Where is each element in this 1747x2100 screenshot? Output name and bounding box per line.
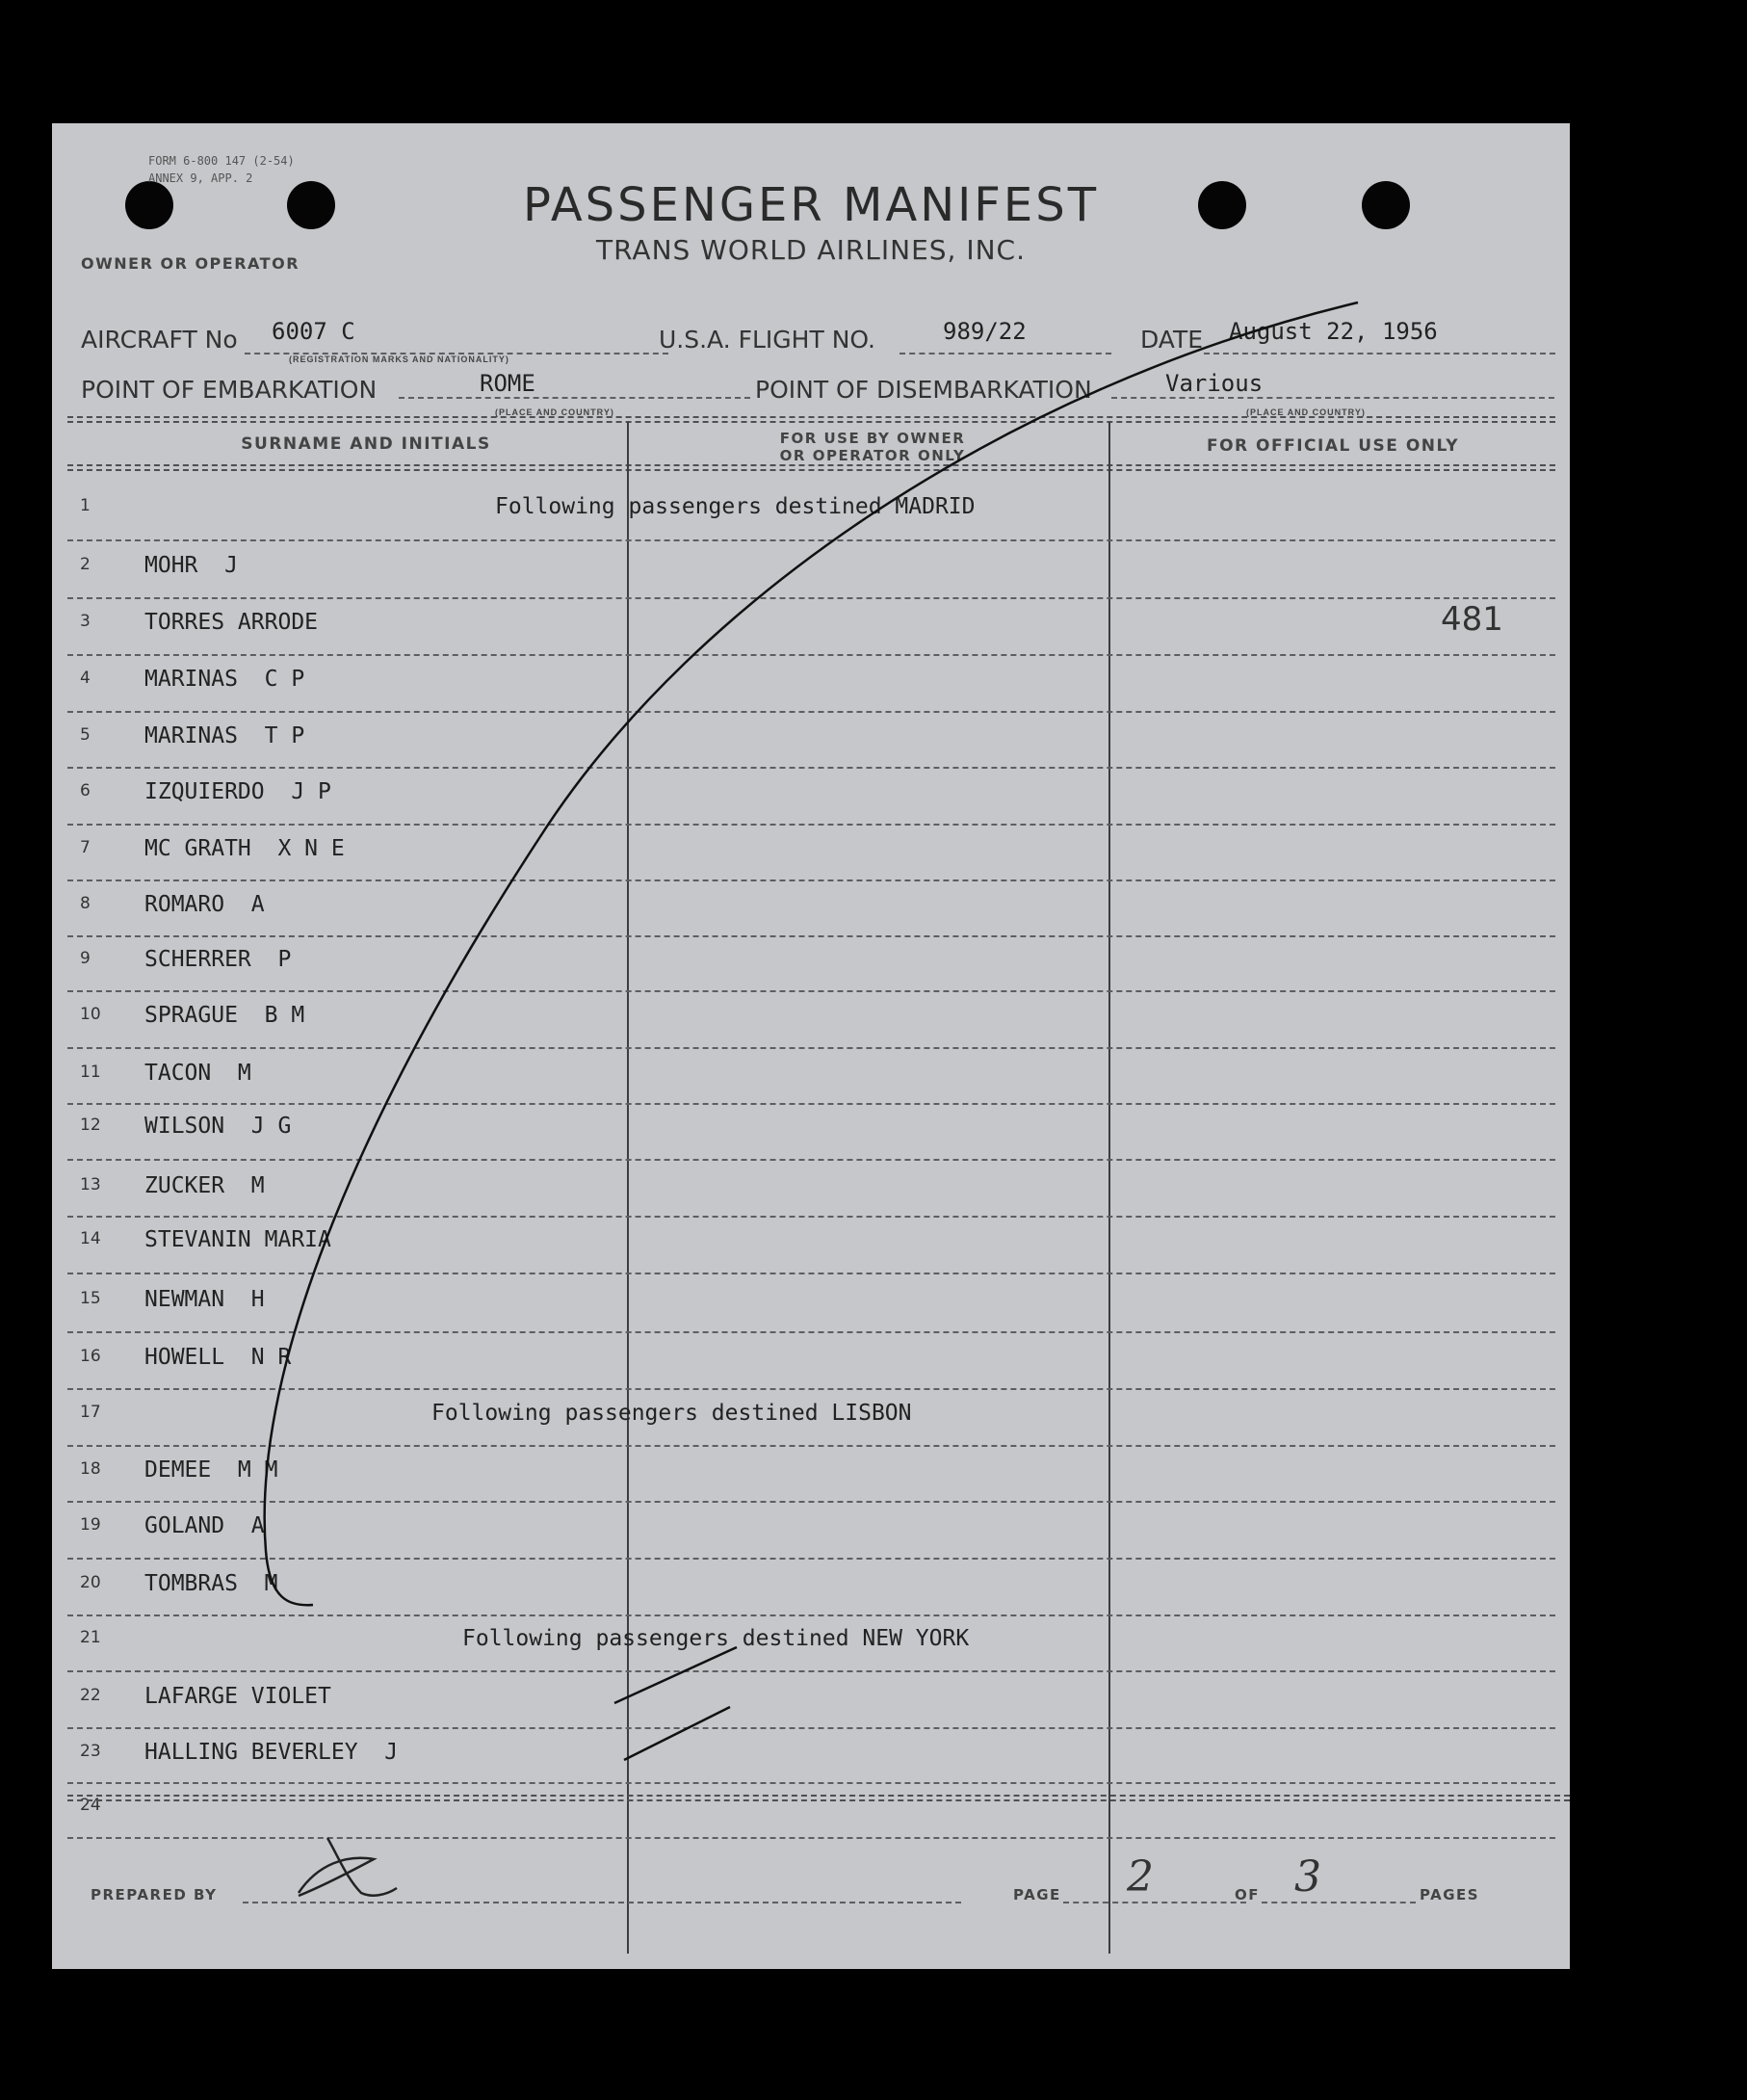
- row-number: 10: [80, 1005, 101, 1024]
- row-number: 23: [80, 1742, 101, 1761]
- row-rule: [67, 1388, 1555, 1390]
- row-rule: [67, 990, 1555, 992]
- passenger-name: STEVANIN MARIA: [144, 1227, 331, 1252]
- row-number: 18: [80, 1459, 101, 1479]
- row-rule: [67, 539, 1555, 541]
- date-value: August 22, 1956: [1229, 318, 1438, 345]
- passenger-name: ZUCKER M: [144, 1173, 265, 1198]
- destination-heading: Following passengers destined NEW YORK: [462, 1626, 970, 1651]
- pages-line: [1262, 1902, 1416, 1903]
- flight-value: 989/22: [943, 318, 1027, 345]
- row-number: 20: [80, 1573, 101, 1592]
- row-rule: [67, 879, 1555, 881]
- embarkation-note: (PLACE AND COUNTRY): [495, 407, 614, 417]
- passenger-name: HALLING BEVERLEY J: [144, 1740, 399, 1765]
- flight-label: U.S.A. FLIGHT NO.: [659, 326, 875, 354]
- row-rule: [67, 1047, 1555, 1049]
- row-rule: [67, 1670, 1555, 1672]
- field-underline: [900, 353, 1111, 354]
- disembarkation-value: Various: [1165, 370, 1264, 397]
- embarkation-value: ROME: [480, 370, 535, 397]
- destination-heading: Following passengers destined LISBON: [431, 1401, 912, 1426]
- official-entry: 481: [1441, 600, 1503, 639]
- pages-label: PAGES: [1420, 1886, 1480, 1903]
- passenger-name: DEMEE M M: [144, 1457, 278, 1483]
- row-number: 15: [80, 1289, 101, 1308]
- row-rule: [67, 1445, 1555, 1447]
- row-rule: [67, 1837, 1555, 1839]
- page-title: PASSENGER MANIFEST: [522, 178, 1100, 232]
- passenger-name: MARINAS C P: [144, 667, 305, 692]
- row-rule: [67, 767, 1555, 769]
- passenger-name: NEWMAN H: [144, 1287, 265, 1312]
- row-rule: [67, 1614, 1555, 1616]
- row-rule: [67, 1558, 1555, 1560]
- passenger-name: ROMARO A: [144, 892, 265, 917]
- passenger-name: TOMBRAS M: [144, 1571, 278, 1596]
- header-bottom-rule: [67, 464, 1555, 471]
- passenger-name: WILSON J G: [144, 1114, 292, 1139]
- signature-line: [243, 1902, 961, 1903]
- column-divider: [1108, 422, 1110, 1954]
- row-number: 21: [80, 1628, 101, 1647]
- field-underline: [1111, 397, 1554, 399]
- row-number: 4: [80, 669, 91, 688]
- disembarkation-note: (PLACE AND COUNTRY): [1246, 407, 1366, 417]
- date-label: DATE: [1140, 326, 1204, 354]
- column-header-official: FOR OFFICIAL USE ONLY: [1206, 436, 1460, 456]
- page-line: [1063, 1902, 1246, 1903]
- row-number: 2: [80, 555, 91, 574]
- manifest-sheet: [52, 123, 1570, 1969]
- owner-label: OWNER OR OPERATOR: [81, 254, 300, 273]
- total-pages: 3: [1294, 1852, 1321, 1902]
- row-number: 19: [80, 1515, 101, 1535]
- row-number: 3: [80, 612, 91, 631]
- row-number: 17: [80, 1403, 101, 1422]
- embarkation-label: POINT OF EMBARKATION: [81, 376, 378, 404]
- row-number: 6: [80, 781, 91, 801]
- passenger-name: TACON M: [144, 1061, 251, 1086]
- row-rule: [67, 1103, 1555, 1105]
- column-divider: [627, 422, 629, 1954]
- aircraft-label: AIRCRAFT No: [81, 326, 238, 354]
- registration-note: (REGISTRATION MARKS AND NATIONALITY): [289, 354, 509, 364]
- row-number: 12: [80, 1116, 101, 1135]
- row-number: 24: [80, 1796, 101, 1815]
- row-number: 7: [80, 838, 91, 857]
- page-number: 2: [1127, 1852, 1154, 1902]
- disembarkation-label: POINT OF DISEMBARKATION: [755, 376, 1092, 404]
- row-rule: [67, 1727, 1555, 1729]
- passenger-name: IZQUIERDO J P: [144, 779, 331, 804]
- row-rule: [67, 935, 1555, 937]
- row-rule: [67, 1331, 1555, 1333]
- passenger-name: LAFARGE VIOLET: [144, 1684, 331, 1709]
- header-top-rule: [67, 416, 1555, 423]
- row-number: 1: [80, 496, 91, 515]
- row-number: 14: [80, 1229, 101, 1248]
- passenger-name: GOLAND A: [144, 1513, 265, 1538]
- row-rule: [67, 711, 1555, 713]
- of-label: OF: [1235, 1886, 1260, 1903]
- row-rule: [67, 1273, 1555, 1274]
- passenger-name: MARINAS T P: [144, 723, 305, 748]
- row-rule: [67, 824, 1555, 826]
- form-code-line: FORM 6-800 147 (2-54): [148, 154, 295, 168]
- passenger-name: SPRAGUE B M: [144, 1003, 305, 1028]
- prepared-by-label: PREPARED BY: [91, 1886, 218, 1903]
- row-rule: [67, 1216, 1555, 1218]
- column-header-owner-use: [632, 430, 1113, 464]
- row-number: 9: [80, 949, 91, 968]
- row-rule: [67, 1782, 1555, 1784]
- form-code-line: ANNEX 9, APP. 2: [148, 171, 253, 185]
- row-number: 16: [80, 1347, 101, 1366]
- passenger-name: TORRES ARRODE: [144, 610, 319, 635]
- passenger-name: SCHERRER P: [144, 947, 292, 972]
- column-header-line: OR OPERATOR ONLY: [779, 447, 966, 464]
- row-number: 22: [80, 1686, 101, 1705]
- row-rule: [67, 597, 1555, 599]
- row-rule: [67, 1159, 1555, 1161]
- row-number: 8: [80, 894, 91, 913]
- row-rule: [67, 1501, 1555, 1503]
- page-label: PAGE: [1013, 1886, 1061, 1903]
- aircraft-value: 6007 C: [272, 318, 355, 345]
- row-rule: [67, 654, 1555, 656]
- destination-heading: Following passengers destined MADRID: [495, 494, 976, 519]
- column-header-line: FOR USE BY OWNER: [779, 430, 966, 447]
- row-number: 11: [80, 1063, 101, 1082]
- row-number: 5: [80, 725, 91, 745]
- column-header-surname: SURNAME AND INITIALS: [241, 434, 491, 454]
- passenger-name: HOWELL N R: [144, 1345, 292, 1370]
- field-underline: [1204, 353, 1555, 354]
- passenger-name: MOHR J: [144, 553, 238, 578]
- field-underline: [399, 397, 750, 399]
- row-number: 13: [80, 1175, 101, 1194]
- airline-name: TRANS WORLD AIRLINES, INC.: [595, 234, 1027, 266]
- passenger-name: MC GRATH X N E: [144, 836, 345, 861]
- footer-rule: [67, 1795, 1570, 1801]
